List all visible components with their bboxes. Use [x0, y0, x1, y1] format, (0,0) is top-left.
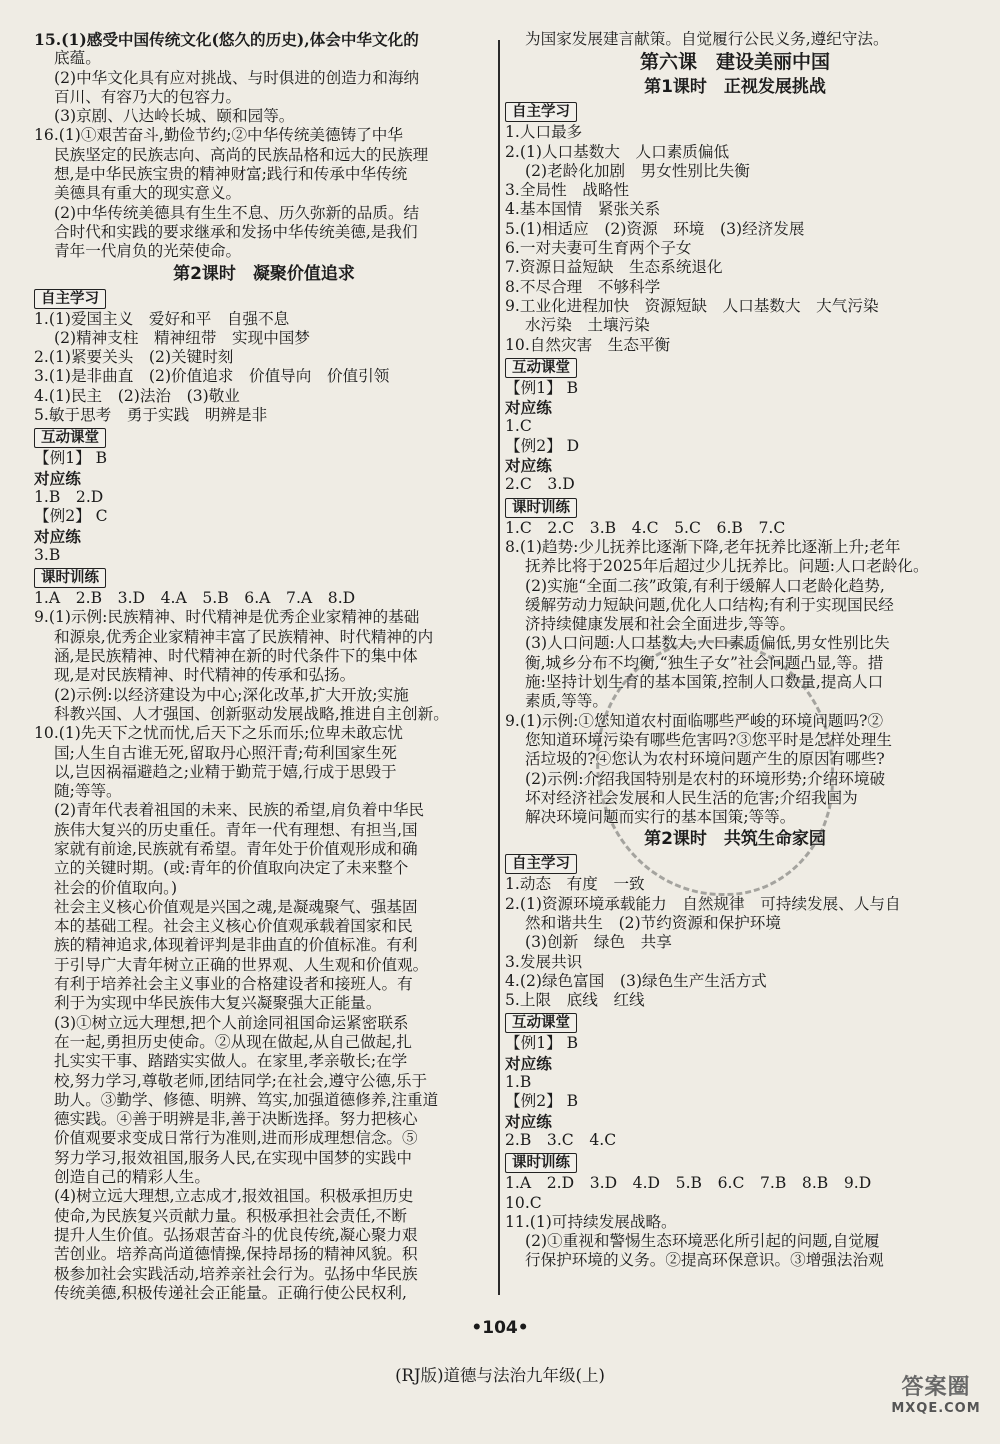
answer-line: 1.C	[505, 417, 532, 436]
answer-line: 对应练	[34, 526, 81, 546]
answer-line: 为国家发展建言献策。自觉履行公民义务,遵纪守法。	[525, 30, 889, 48]
answer-line: 衡,城乡分布不均衡,“独生子女”社会问题凸显,等。措	[525, 653, 884, 672]
answer-line: 济持续健康发展和社会全面进步,等等。	[525, 615, 796, 634]
answer-line: 2.(1)人口基数大 人口素质偏低	[505, 142, 730, 161]
answer-line: 7.资源日益短缺 生态系统退化	[505, 258, 723, 277]
answer-line: 扎实实干事、踏踏实实做人。在家里,孝亲敬长;在学	[54, 1052, 408, 1071]
column-divider	[498, 40, 500, 1295]
answer-line: 对应练	[505, 1111, 552, 1131]
section-label: 互动课堂	[34, 428, 106, 448]
answer-line: 您知道环境污染有哪些危害吗?③您平时是怎样处理生	[525, 730, 893, 749]
answer-line: 族伟大复兴的历史重任。青年一代有理想、有担当,国	[54, 820, 418, 839]
answer-line: 【例1】 B	[505, 378, 579, 397]
answer-line: 助人。③勤学、修德、明辨、笃实,加强道德修养,注重道	[54, 1090, 439, 1109]
answer-line: 9.工业化进程加快 资源短缺 人口基数大 大气污染	[505, 296, 879, 315]
answer-line: 传统美德,积极传递社会正能量。正确行使公民权利,	[54, 1283, 407, 1302]
answer-line: (2)精神支柱 精神纽带 实现中国梦	[54, 328, 310, 347]
answer-line: 【例2】 B	[505, 1092, 579, 1111]
answer-line: 5.上限 底线 红线	[505, 991, 645, 1010]
answer-line: 抚养比将于2025年后超过少儿抚养比。问题:人口老龄化。	[525, 557, 929, 576]
answer-line: 坏对经济社会发展和人民生活的危害;介绍我国为	[525, 788, 858, 807]
answer-line: 解决环境问题而实行的基本国策;等等。	[525, 808, 796, 827]
answer-line: 价值观要求变成日常行为准则,进而形成理想信念。⑤	[54, 1129, 418, 1148]
answer-line: 美德具有重大的现实意义。	[54, 184, 242, 203]
answer-line: 1.人口最多	[505, 123, 583, 142]
answer-line: (2)①重视和警惕生态环境恶化所引起的问题,自觉履	[525, 1232, 880, 1251]
answer-line: 使命,为民族复兴贡献力量。积极承担社会责任,不断	[54, 1206, 407, 1225]
answer-line: 以,岂因祸福避趋之;业精于勤荒于嬉,行成于思毁于	[54, 762, 397, 781]
answer-line: 校,努力学习,尊敬老师,团结同学;在社会,遵守公德,乐于	[54, 1071, 428, 1090]
answer-line: 本的基础工程。社会主义核心价值观承载着国家和民	[54, 917, 413, 936]
lesson-subtitle: 第2课时 凝聚价值追求	[173, 263, 355, 284]
answer-line: 2.(1)资源环境承载能力 自然规律 可持续发展、人与自	[505, 894, 901, 913]
answer-line: 1.B	[505, 1073, 532, 1092]
lesson-title: 第六课 建设美丽中国	[639, 51, 830, 74]
answer-line: (3)人口问题:人口基数大,人口素质偏低,男女性别比失	[525, 634, 890, 653]
answer-line: 4.(2)绿色富国 (3)绿色生产生活方式	[505, 971, 767, 990]
answer-line: 10.自然灾害 生态平衡	[505, 335, 671, 354]
section-label: 自主学习	[505, 102, 577, 122]
answer-line: 4.基本国情 紧张关系	[505, 200, 661, 219]
section-label: 课时训练	[34, 568, 106, 588]
answer-line: 1.C 2.C 3.B 4.C 5.C 6.B 7.C	[505, 518, 786, 537]
answer-line: 10.C	[505, 1193, 542, 1212]
answer-line: (2)实施“全面二孩”政策,有利于缓解人口老龄化趋势,	[525, 576, 885, 595]
answer-line: 8.不尽合理 不够科学	[505, 277, 661, 296]
answer-line: (2)中华传统美德具有生生不息、历久弥新的品质。结	[54, 203, 420, 222]
answer-line: 施:坚持计划生育的基本国策,控制人口数量,提高人口	[525, 673, 884, 692]
answer-line: 5.敏于思考 勇于实践 明辨是非	[34, 406, 268, 425]
answer-line: 1.(1)爱国主义 爱好和平 自强不息	[34, 309, 290, 328]
answer-line: 然和谐共生 (2)节约资源和保护环境	[525, 913, 781, 932]
watermark-url: MXQE.COM	[891, 1401, 981, 1416]
answer-line: 2.B 3.C 4.C	[505, 1130, 617, 1149]
answer-line: 水污染 土壤污染	[525, 316, 650, 335]
answer-line: 5.(1)相适应 (2)资源 环境 (3)经济发展	[505, 219, 805, 238]
answer-line: 2.C 3.D	[505, 475, 575, 494]
answer-line: 10.(1)先天下之忧而忧,后天下之乐而乐;位卑未敢忘忧	[34, 724, 403, 743]
answer-line: 百川、有容乃大的包容力。	[54, 87, 242, 106]
answer-line: 9.(1)示例:民族精神、时代精神是优秀企业家精神的基础	[34, 608, 420, 627]
site-watermark	[880, 1370, 992, 1440]
answer-line: 现,是对民族精神、时代精神的传承和弘扬。	[54, 666, 356, 685]
answer-line: 素质,等等。	[525, 692, 608, 711]
watermark-logo-text: 答案圈	[901, 1375, 971, 1400]
section-label: 互动课堂	[505, 1013, 577, 1033]
answer-line: 15.(1)感受中国传统文化(悠久的历史),体会中华文化的	[34, 30, 419, 49]
page-number: •104•	[471, 1318, 529, 1338]
answer-line: 行保护环境的义务。②提高环保意识。③增强法治观	[525, 1251, 884, 1270]
section-label: 课时训练	[505, 1153, 577, 1173]
answer-line: 3.B	[34, 545, 61, 564]
answer-line: 有利于培养社会主义事业的合格建设者和接班人。有	[54, 975, 413, 994]
answer-line: 1.A 2.B 3.D 4.A 5.B 6.A 7.A 8.D	[34, 589, 356, 608]
answer-line: (2)中华文化具有应对挑战、与时俱进的创造力和海纳	[54, 68, 420, 87]
answer-line: 3.全局性 战略性	[505, 181, 630, 200]
answer-line: 立的关键时期。(或:青年的价值取向决定了未来整个	[54, 859, 409, 878]
answer-line: (2)示例:介绍我国特别是农村的环境形势;介绍环境破	[525, 769, 886, 788]
answer-line: 民族坚定的民族志向、高尚的民族品格和远大的民族理	[54, 145, 429, 164]
answer-line: 3.发展共识	[505, 952, 583, 971]
answer-line: 底蕴。	[54, 49, 101, 68]
answer-line: 合时代和实践的要求继承和发扬中华传统美德,是我们	[54, 222, 418, 241]
answer-line: 想,是中华民族宝贵的精神财富;践行和传承中华传统	[54, 165, 408, 184]
answer-line: 8.(1)趋势:少儿抚养比逐渐下降,老年抚养比逐渐上升;老年	[505, 537, 901, 556]
answer-line: 和源泉,优秀企业家精神丰富了民族精神、时代精神的内	[54, 627, 434, 646]
lesson-subtitle: 第2课时 共筑生命家园	[644, 829, 826, 850]
answer-line: 极参加社会实践活动,培养亲社会行为。弘扬中华民族	[54, 1264, 418, 1283]
section-label: 互动课堂	[505, 358, 577, 378]
answer-line: (3)京剧、八达岭长城、颐和园等。	[54, 107, 295, 126]
answer-line: (3)①树立远大理想,把个人前途同祖国命运紧密联系	[54, 1013, 409, 1032]
answer-line: 1.A 2.D 3.D 4.D 5.B 6.C 7.B 8.B 9.D	[505, 1174, 872, 1193]
answer-line: 德实践。④善于明辨是非,善于决断选择。努力把核心	[54, 1110, 418, 1129]
answer-line: 【例2】 C	[34, 507, 108, 526]
section-label: 课时训练	[505, 498, 577, 518]
answer-line: 1.动态 有度 一致	[505, 875, 645, 894]
answer-line: 对应练	[34, 468, 81, 488]
answer-line: 活垃圾的?④您认为农村环境问题产生的原因有哪些?	[525, 750, 885, 769]
answer-line: 涵,是民族精神、时代精神在新的时代条件下的集中体	[54, 647, 418, 666]
answer-line: 3.(1)是非曲直 (2)价值追求 价值导向 价值引领	[34, 367, 390, 386]
answer-line: 努力学习,报效祖国,服务人民,在实现中国梦的实践中	[54, 1148, 412, 1167]
answer-line: 【例2】 D	[505, 436, 580, 455]
section-label: 自主学习	[505, 854, 577, 874]
answer-line: 4.(1)民主 (2)法治 (3)敬业	[34, 386, 240, 405]
answer-line: 16.(1)①艰苦奋斗,勤俭节约;②中华传统美德铸了中华	[34, 126, 403, 145]
answer-line: 在一起,勇担历史使命。②从现在做起,从自己做起,扎	[54, 1032, 412, 1051]
answer-line: 2.(1)紧要关头 (2)关键时刻	[34, 348, 234, 367]
answer-line: (2)青年代表着祖国的未来、民族的希望,肩负着中华民	[54, 801, 425, 820]
answer-line: 【例1】 B	[34, 449, 108, 468]
answer-line: 【例1】 B	[505, 1034, 579, 1053]
answer-line: 科教兴国、人才强国、创新驱动发展战略,推进自主创新。	[54, 704, 449, 723]
answer-line: (2)老龄化加剧 男女性别比失衡	[525, 161, 750, 180]
left-column	[34, 30, 494, 1303]
answer-line: 1.B 2.D	[34, 487, 104, 506]
answer-line: 青年一代肩负的光荣使命。	[54, 242, 242, 261]
answer-line: 缓解劳动力短缺问题,优化人口结构;有利于实现国民经	[525, 595, 894, 614]
answer-line: 国;人生自古谁无死,留取丹心照汗青;苟利国家生死	[54, 743, 397, 762]
answer-line: 创造自己的精彩人生。	[54, 1168, 210, 1187]
answer-line: 6.一对夫妻可生育两个子女	[505, 239, 692, 258]
answer-line: 族的精神追求,体现着评判是非曲直的价值标准。有利	[54, 936, 418, 955]
answer-line: 9.(1)示例:①您知道农村面临哪些严峻的环境问题吗?②	[505, 711, 884, 730]
answer-line: 对应练	[505, 456, 552, 476]
answer-line: 随;等等。	[54, 782, 122, 801]
answer-line: 家就有前途,民族就有希望。青年处于价值观形成和确	[54, 839, 418, 858]
answer-line: 社会主义核心价值观是兴国之魂,是凝魂聚气、强基固	[54, 897, 418, 916]
book-title: (RJ版)道德与法治九年级(上)	[395, 1366, 605, 1385]
answer-line: 对应练	[505, 1053, 552, 1073]
answer-line: 11.(1)可持续发展战略。	[505, 1212, 677, 1231]
answer-line: (4)树立远大理想,立志成才,报效祖国。积极承担历史	[54, 1187, 414, 1206]
answer-line: 于引导广大青年树立正确的世界观、人生观和价值观。	[54, 955, 429, 974]
answer-line: 提升人生价值。弘扬艰苦奋斗的优良传统,凝心聚力艰	[54, 1225, 418, 1244]
answer-line: (3)创新 绿色 共享	[525, 933, 672, 952]
answer-line: (2)示例:以经济建设为中心;深化改革,扩大开放;实施	[54, 685, 409, 704]
answer-line: 对应练	[505, 398, 552, 418]
section-label: 自主学习	[34, 289, 106, 309]
answer-line: 社会的价值取向。)	[54, 878, 178, 897]
answer-line: 苦创业。培养高尚道德情操,保持昂扬的精神风貌。积	[54, 1245, 418, 1264]
answer-line: 利于为实现中华民族伟大复兴凝聚强大正能量。	[54, 994, 382, 1013]
lesson-subtitle: 第1课时 正视发展挑战	[644, 77, 826, 98]
